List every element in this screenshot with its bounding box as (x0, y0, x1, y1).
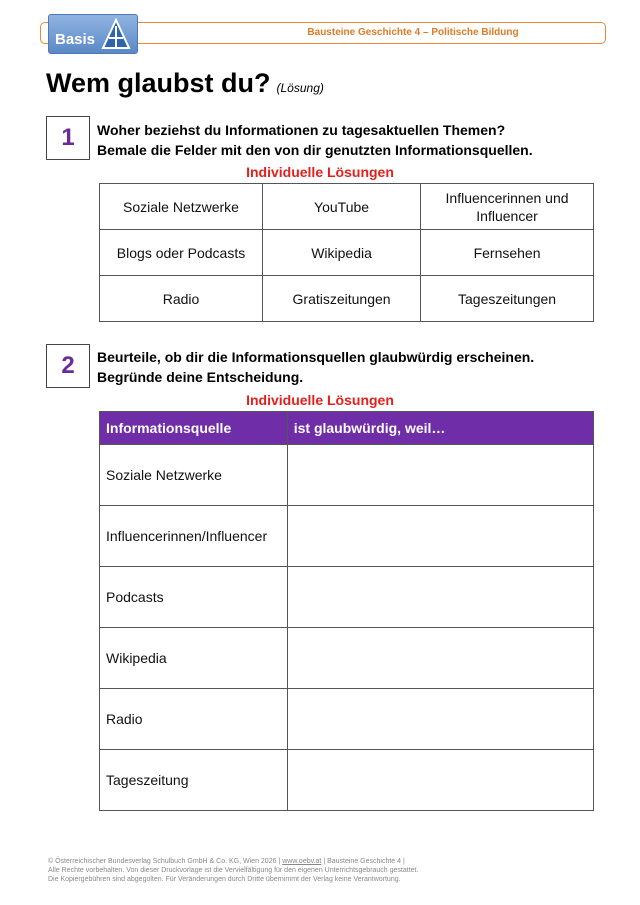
footer-copyright: © Österreichischer Bundesverlag Schulbuch GmbH & Co. KG, Wien 2026 | (48, 858, 283, 865)
task-number-1: 1 (46, 116, 90, 160)
credibility-table (99, 411, 594, 811)
source-cell: Podcasts (100, 567, 288, 628)
reason-answer-cell[interactable] (287, 567, 593, 628)
task1-line2: Bemale die Felder mit den von dir genutzten Informationsquellen. (97, 142, 533, 158)
reason-answer-cell[interactable] (287, 628, 593, 689)
table-row (100, 628, 594, 689)
column-header-source: Informationsquelle (100, 412, 288, 445)
page-title-text: Wem glaubst du? (46, 68, 271, 98)
reason-answer-cell[interactable] (287, 506, 593, 567)
grid-cell[interactable]: Fernsehen (421, 230, 594, 276)
source-cell: Tageszeitung (100, 750, 288, 811)
footer-series: | Bausteine Geschichte 4 | (321, 858, 405, 865)
source-cell: Soziale Netzwerke (100, 445, 288, 506)
source-cell: Influencerinnen/Influencer (100, 506, 288, 567)
footer-line1 (48, 857, 418, 866)
task1-solution-label: Individuelle Lösungen (246, 164, 394, 180)
grid-row (100, 276, 594, 322)
sources-grid (99, 183, 594, 322)
page-subtitle: (Lösung) (276, 81, 324, 95)
grid-cell[interactable]: YouTube (263, 184, 421, 230)
table-row (100, 506, 594, 567)
grid-cell[interactable]: Radio (100, 276, 263, 322)
task1-instructions (97, 120, 533, 160)
copyright-footer (48, 857, 418, 884)
table-row (100, 445, 594, 506)
grid-cell[interactable]: Wikipedia (263, 230, 421, 276)
grid-cell[interactable]: Influencerinnen und Influencer (421, 184, 594, 230)
publisher-link[interactable]: www.oebv.at (282, 858, 322, 865)
task1-line1: Woher beziehst du Informationen zu tagesaktuellen Themen? (97, 122, 506, 138)
triangle-logo-icon (101, 18, 131, 50)
grid-cell[interactable]: Blogs oder Podcasts (100, 230, 263, 276)
task2-line1: Beurteile, ob dir die Informationsquellen glaubwürdig erscheinen. (97, 349, 535, 365)
table-row (100, 689, 594, 750)
grid-cell[interactable]: Tageszeitungen (421, 276, 594, 322)
grid-row (100, 184, 594, 230)
task2-instructions (97, 347, 534, 387)
source-cell: Wikipedia (100, 628, 288, 689)
footer-line2: Alle Rechte vorbehalten. Von dieser Druckvorlage ist die Vervielfältigung für den eigenen Unterrichtsgebrauch gestattet. (48, 867, 419, 874)
table-row (100, 750, 594, 811)
page-title (46, 68, 324, 99)
table-row (100, 567, 594, 628)
task-number-2: 2 (46, 344, 90, 388)
series-title: Bausteine Geschichte 4 – Politische Bildung (307, 27, 519, 38)
grid-cell[interactable]: Soziale Netzwerke (100, 184, 263, 230)
task2-solution-label: Individuelle Lösungen (246, 392, 394, 408)
logo-text: Basis (55, 31, 96, 48)
table-header-row (100, 412, 594, 445)
reason-answer-cell[interactable] (287, 750, 593, 811)
basis-logo (48, 14, 138, 54)
reason-answer-cell[interactable] (287, 689, 593, 750)
source-cell: Radio (100, 689, 288, 750)
grid-row (100, 230, 594, 276)
footer-line3: Die Kopiergebühren sind abgegolten. Für Veränderungen durch Dritte übernimmt der Verlag keine Verantwortung. (48, 876, 401, 883)
column-header-reason: ist glaubwürdig, weil… (287, 412, 593, 445)
reason-answer-cell[interactable] (287, 445, 593, 506)
grid-cell[interactable]: Gratiszeitungen (263, 276, 421, 322)
task2-line2: Begründe deine Entscheidung. (97, 369, 304, 385)
